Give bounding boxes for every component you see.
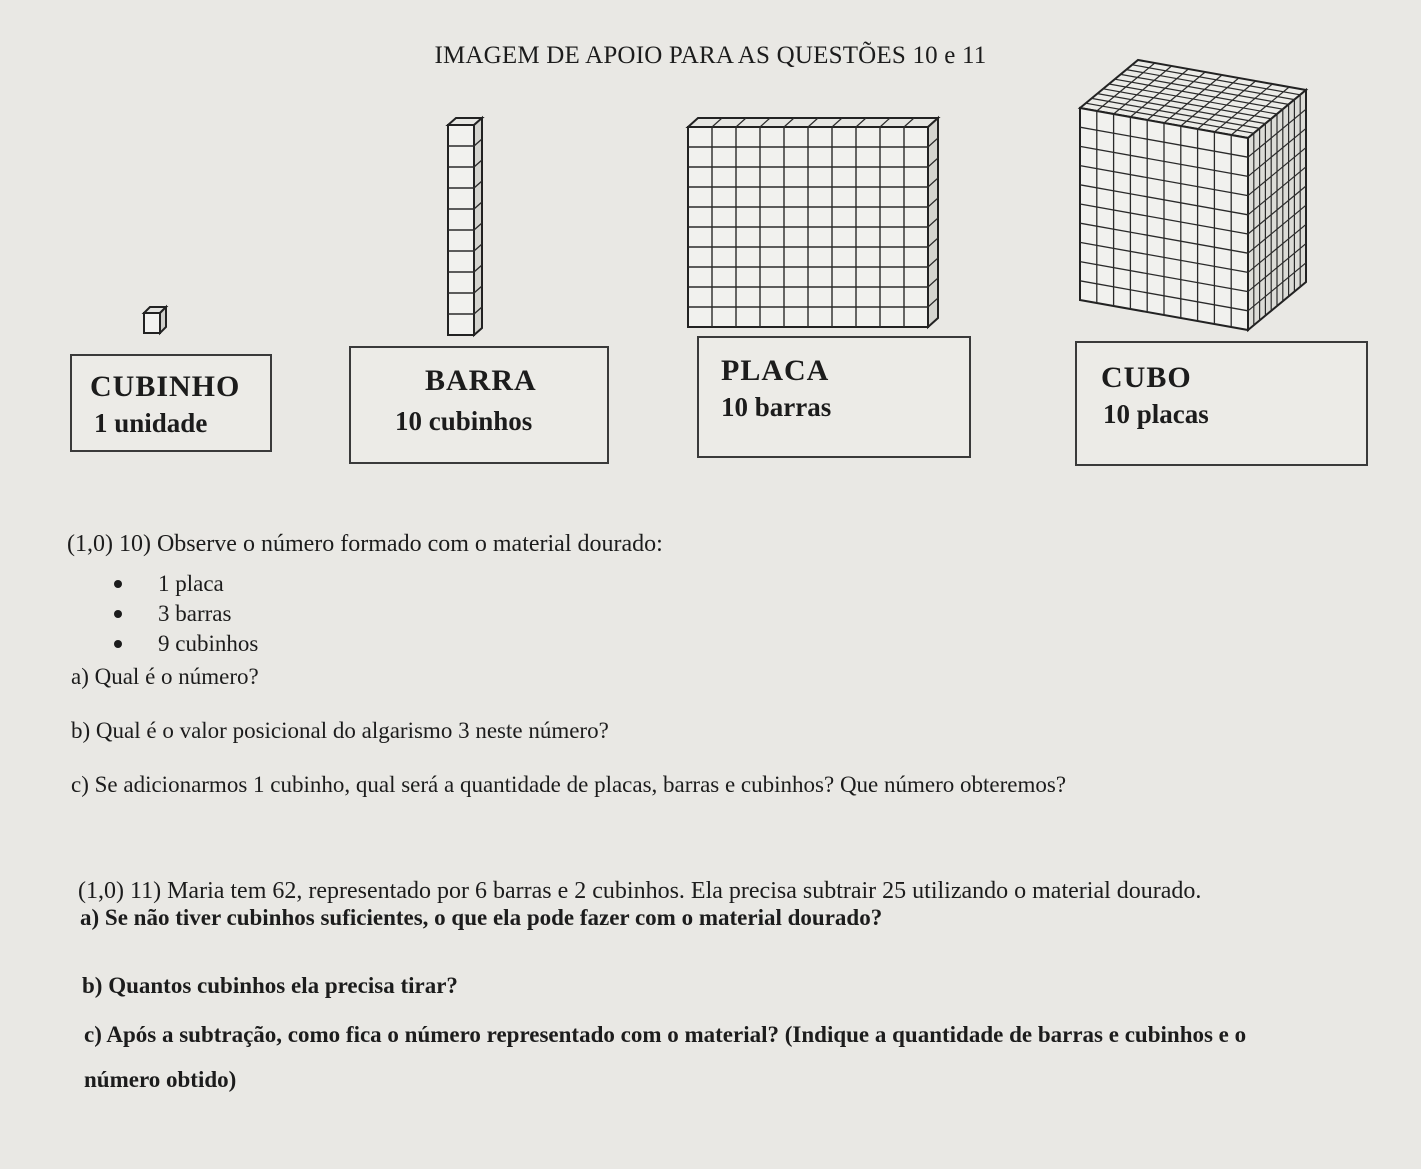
- list-item: 9 cubinhos: [114, 629, 258, 659]
- page-title: IMAGEM DE APOIO PARA AS QUESTÕES 10 e 11: [434, 42, 987, 69]
- cubo-icon: [1080, 60, 1306, 330]
- cubo-name: CUBO: [1101, 361, 1192, 394]
- question-11-prompt: (1,0) 11) Maria tem 62, representado por 6 barras e 2 cubinhos. Ela precisa subtrair 25 utilizando o material dourado.: [78, 878, 1202, 904]
- question-10-prompt: (1,0) 10) Observe o número formado com o material dourado:: [67, 531, 663, 557]
- question-11-b: b) Quantos cubinhos ela precisa tirar?: [82, 973, 458, 998]
- cubinho-name: CUBINHO: [90, 370, 241, 403]
- placa-name: PLACA: [721, 354, 830, 387]
- barra-name: BARRA: [425, 364, 537, 397]
- cubo-desc: 10 placas: [1103, 399, 1209, 429]
- barra-desc: 10 cubinhos: [395, 406, 533, 436]
- list-item: 1 placa: [114, 569, 258, 599]
- material-dourado-illustrations: [0, 0, 1421, 340]
- question-10-a: a) Qual é o número?: [71, 664, 259, 689]
- list-item: 3 barras: [114, 599, 258, 629]
- label-box-placa: [697, 336, 971, 458]
- cubinho-icon: [144, 307, 166, 333]
- question-10-c: c) Se adicionarmos 1 cubinho, qual será a quantidade de placas, barras e cubinhos? Que número obteremos?: [71, 772, 1067, 797]
- placa-desc: 10 barras: [721, 392, 832, 422]
- label-box-cubo: [1075, 341, 1368, 466]
- question-11-a: a) Se não tiver cubinhos suficientes, o que ela pode fazer com o material dourado?: [80, 905, 883, 930]
- barra-icon: [448, 118, 482, 335]
- question-10-b: b) Qual é o valor posicional do algarismo 3 neste número?: [71, 718, 609, 743]
- question-11-c-line1: c) Após a subtração, como fica o número representado com o material? (Indique a quantidade de barras e cubinhos e o: [84, 1022, 1247, 1047]
- placa-icon: [688, 118, 938, 327]
- label-box-cubinho: [70, 354, 272, 452]
- label-box-barra: [349, 346, 609, 464]
- question-10-items: [114, 569, 258, 659]
- cubinho-desc: 1 unidade: [94, 408, 208, 438]
- question-11-c-line2: número obtido): [84, 1067, 237, 1092]
